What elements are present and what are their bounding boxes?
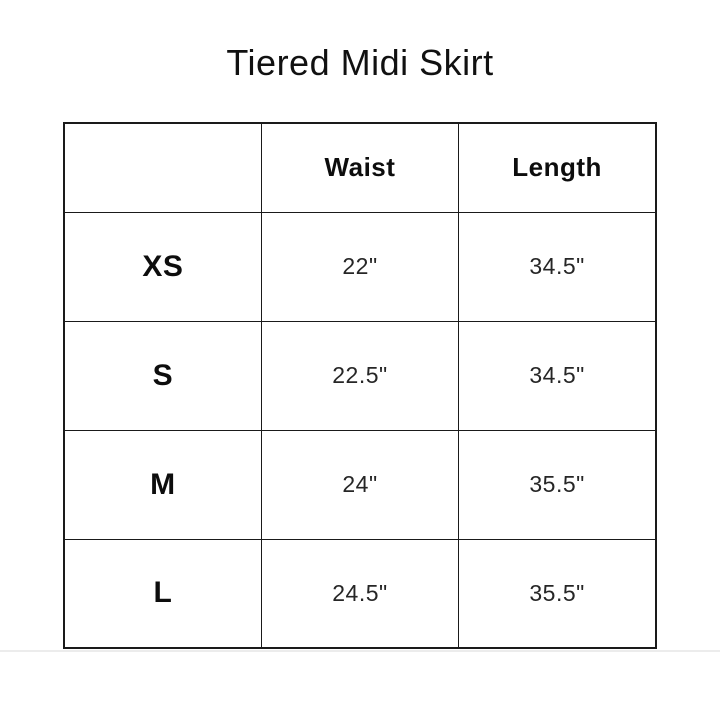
table-row [64,321,656,430]
length-column-header: Length [459,123,656,212]
table-row [64,430,656,539]
size-label-l: L [64,539,261,648]
waist-value-m: 24" [261,430,458,539]
table-row [64,539,656,648]
size-label-m: M [64,430,261,539]
faint-cropped-row-gridline [0,650,720,652]
waist-value-l: 24.5" [261,539,458,648]
size-chart-table [63,122,657,649]
size-label-xs: XS [64,212,261,321]
length-value-m: 35.5" [459,430,656,539]
length-value-s: 34.5" [459,321,656,430]
table-row [64,212,656,321]
size-label-s: S [64,321,261,430]
size-column-header [64,123,261,212]
waist-value-xs: 22" [261,212,458,321]
length-value-xs: 34.5" [459,212,656,321]
page-title: Tiered Midi Skirt [226,42,494,83]
length-value-l: 35.5" [459,539,656,648]
table-header-row [64,123,656,212]
waist-value-s: 22.5" [261,321,458,430]
waist-column-header: Waist [261,123,458,212]
